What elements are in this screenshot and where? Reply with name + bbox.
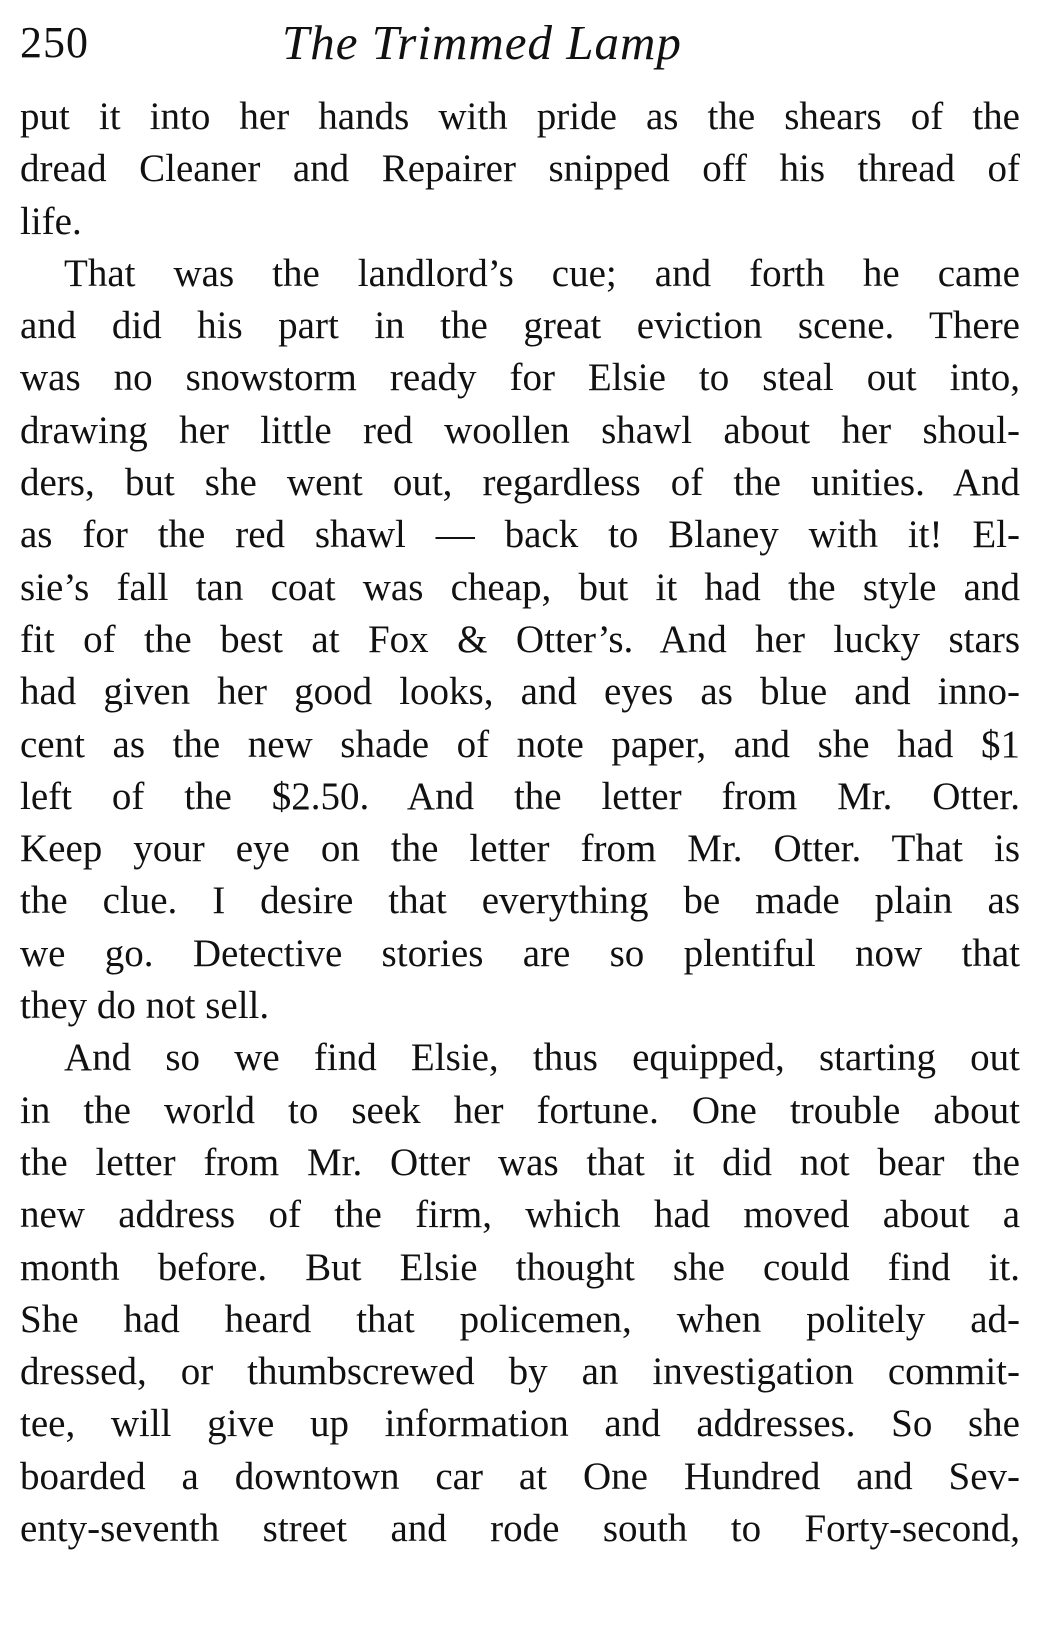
text-line: month before. But Elsie thought she could find it. — [20, 1245, 1020, 1289]
text-line: the letter from Mr. Otter was that it did not bear the — [20, 1140, 1020, 1184]
text-line: boarded a downtown car at One Hundred and Sev- — [20, 1454, 1020, 1498]
text-line: sie’s fall tan coat was cheap, but it had the style and — [20, 565, 1020, 609]
page-number: 250 — [20, 18, 89, 67]
text-line: Keep your eye on the letter from Mr. Otter. That is — [20, 827, 1020, 871]
text-line: put it into her hands with pride as the shears of the — [20, 95, 1020, 138]
text-line: as for the red shawl — back to Blaney with it! El- — [20, 513, 1020, 557]
text-line: in the world to seek her fortune. One trouble about — [20, 1088, 1020, 1132]
text-line: new address of the firm, which had moved about a — [20, 1193, 1020, 1237]
text-line: dressed, or thumbscrewed by an investigation commit- — [20, 1350, 1020, 1394]
text-line: was no snowstorm ready for Elsie to steal out into, — [20, 356, 1020, 400]
text-line: She had heard that policemen, when politely ad- — [20, 1297, 1020, 1341]
paragraph-first-line: That was the landlord’s cue; and forth he came — [64, 251, 1020, 295]
text-line: tee, will give up information and addresses. So she — [20, 1402, 1020, 1446]
text-line: and did his part in the great eviction scene. There — [20, 304, 1020, 348]
text-line: fit of the best at Fox & Otter’s. And her lucky stars — [20, 617, 1020, 661]
text-line: dread Cleaner and Repairer snipped off his thread of — [20, 147, 1020, 191]
text-line: cent as the new shade of note paper, and she had $1 — [20, 722, 1020, 766]
text-line: drawing her little red woollen shawl about her shoul- — [20, 408, 1020, 452]
paragraph-first-line: And so we find Elsie, thus equipped, starting out — [64, 1036, 1020, 1080]
text-line: ders, but she went out, regardless of the unities. And — [20, 461, 1020, 505]
body-text — [20, 91, 1020, 1555]
text-line: we go. Detective stories are so plentiful now that — [20, 931, 1020, 975]
text-line: they do not sell. — [20, 984, 270, 1028]
text-line: life. — [20, 199, 82, 243]
text-line: the clue. I desire that everything be made plain as — [20, 879, 1020, 923]
text-line: left of the $2.50. And the letter from Mr. Otter. — [20, 774, 1020, 818]
running-title: The Trimmed Lamp — [282, 15, 682, 70]
page-header — [20, 8, 1020, 78]
text-line: had given her good looks, and eyes as blue and inno- — [20, 670, 1020, 714]
text-line: enty-seventh street and rode south to Forty-second, — [20, 1507, 1020, 1551]
